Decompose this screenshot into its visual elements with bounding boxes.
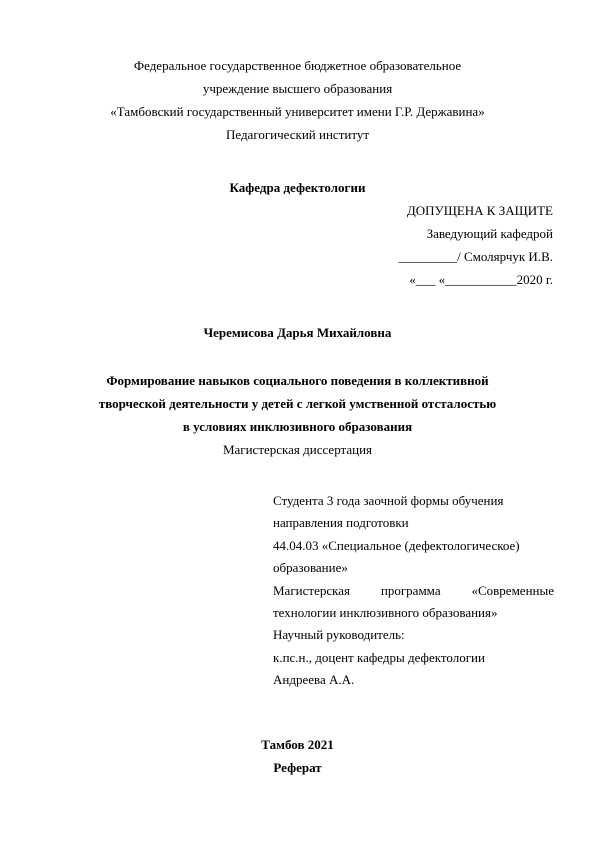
approval-date: «___ «___________2020 г. <box>409 272 553 287</box>
approval-status: ДОПУЩЕНА К ЗАЩИТЕ <box>406 203 553 218</box>
approval-role: Заведующий кафедрой <box>426 226 553 241</box>
program-word: «Современные <box>471 582 554 598</box>
university-name: «Тамбовский государственный университет имени Г.Р. Державина» <box>110 104 485 119</box>
work-type: Магистерская диссертация <box>222 442 373 457</box>
thesis-title-line-3: в условиях инклюзивного образования <box>182 419 413 434</box>
program-word: Магистерская <box>273 582 350 598</box>
section-heading: Реферат <box>273 760 322 775</box>
thesis-title-line-2: творческой деятельности у детей с легкой умственной отсталостью <box>98 396 497 411</box>
program-line <box>273 583 554 605</box>
student-info-line: направления подготовки <box>273 515 409 531</box>
institution-line-1: Федеральное государственное бюджетное образовательное <box>133 58 462 73</box>
student-info-line: 44.04.03 «Специальное (дефектологическое) <box>273 537 520 553</box>
approval-signature: _________/ Смолярчук И.В. <box>398 249 553 264</box>
student-info-line: образование» <box>273 560 348 576</box>
student-info-line: Студента 3 года заочной формы обучения <box>273 493 504 508</box>
city-year: Тамбов 2021 <box>261 737 334 752</box>
program-word: программа <box>380 582 441 598</box>
student-info-line: технологии инклюзивного образования» <box>273 604 498 620</box>
thesis-title-line-1: Формирование навыков социального поведения в коллективной <box>106 373 489 388</box>
institution-line-2: учреждение высшего образования <box>202 81 393 96</box>
institute-name: Педагогический институт <box>225 127 370 142</box>
department-name: Кафедра дефектологии <box>229 180 366 195</box>
supervisor-label: Научный руководитель: <box>273 627 405 643</box>
author-name: Черемисова Дарья Михайловна <box>203 325 392 340</box>
supervisor-position: к.пс.н., доцент кафедры дефектологии <box>273 649 485 665</box>
supervisor-name: Андреева А.А. <box>273 672 355 688</box>
student-info <box>273 493 554 695</box>
